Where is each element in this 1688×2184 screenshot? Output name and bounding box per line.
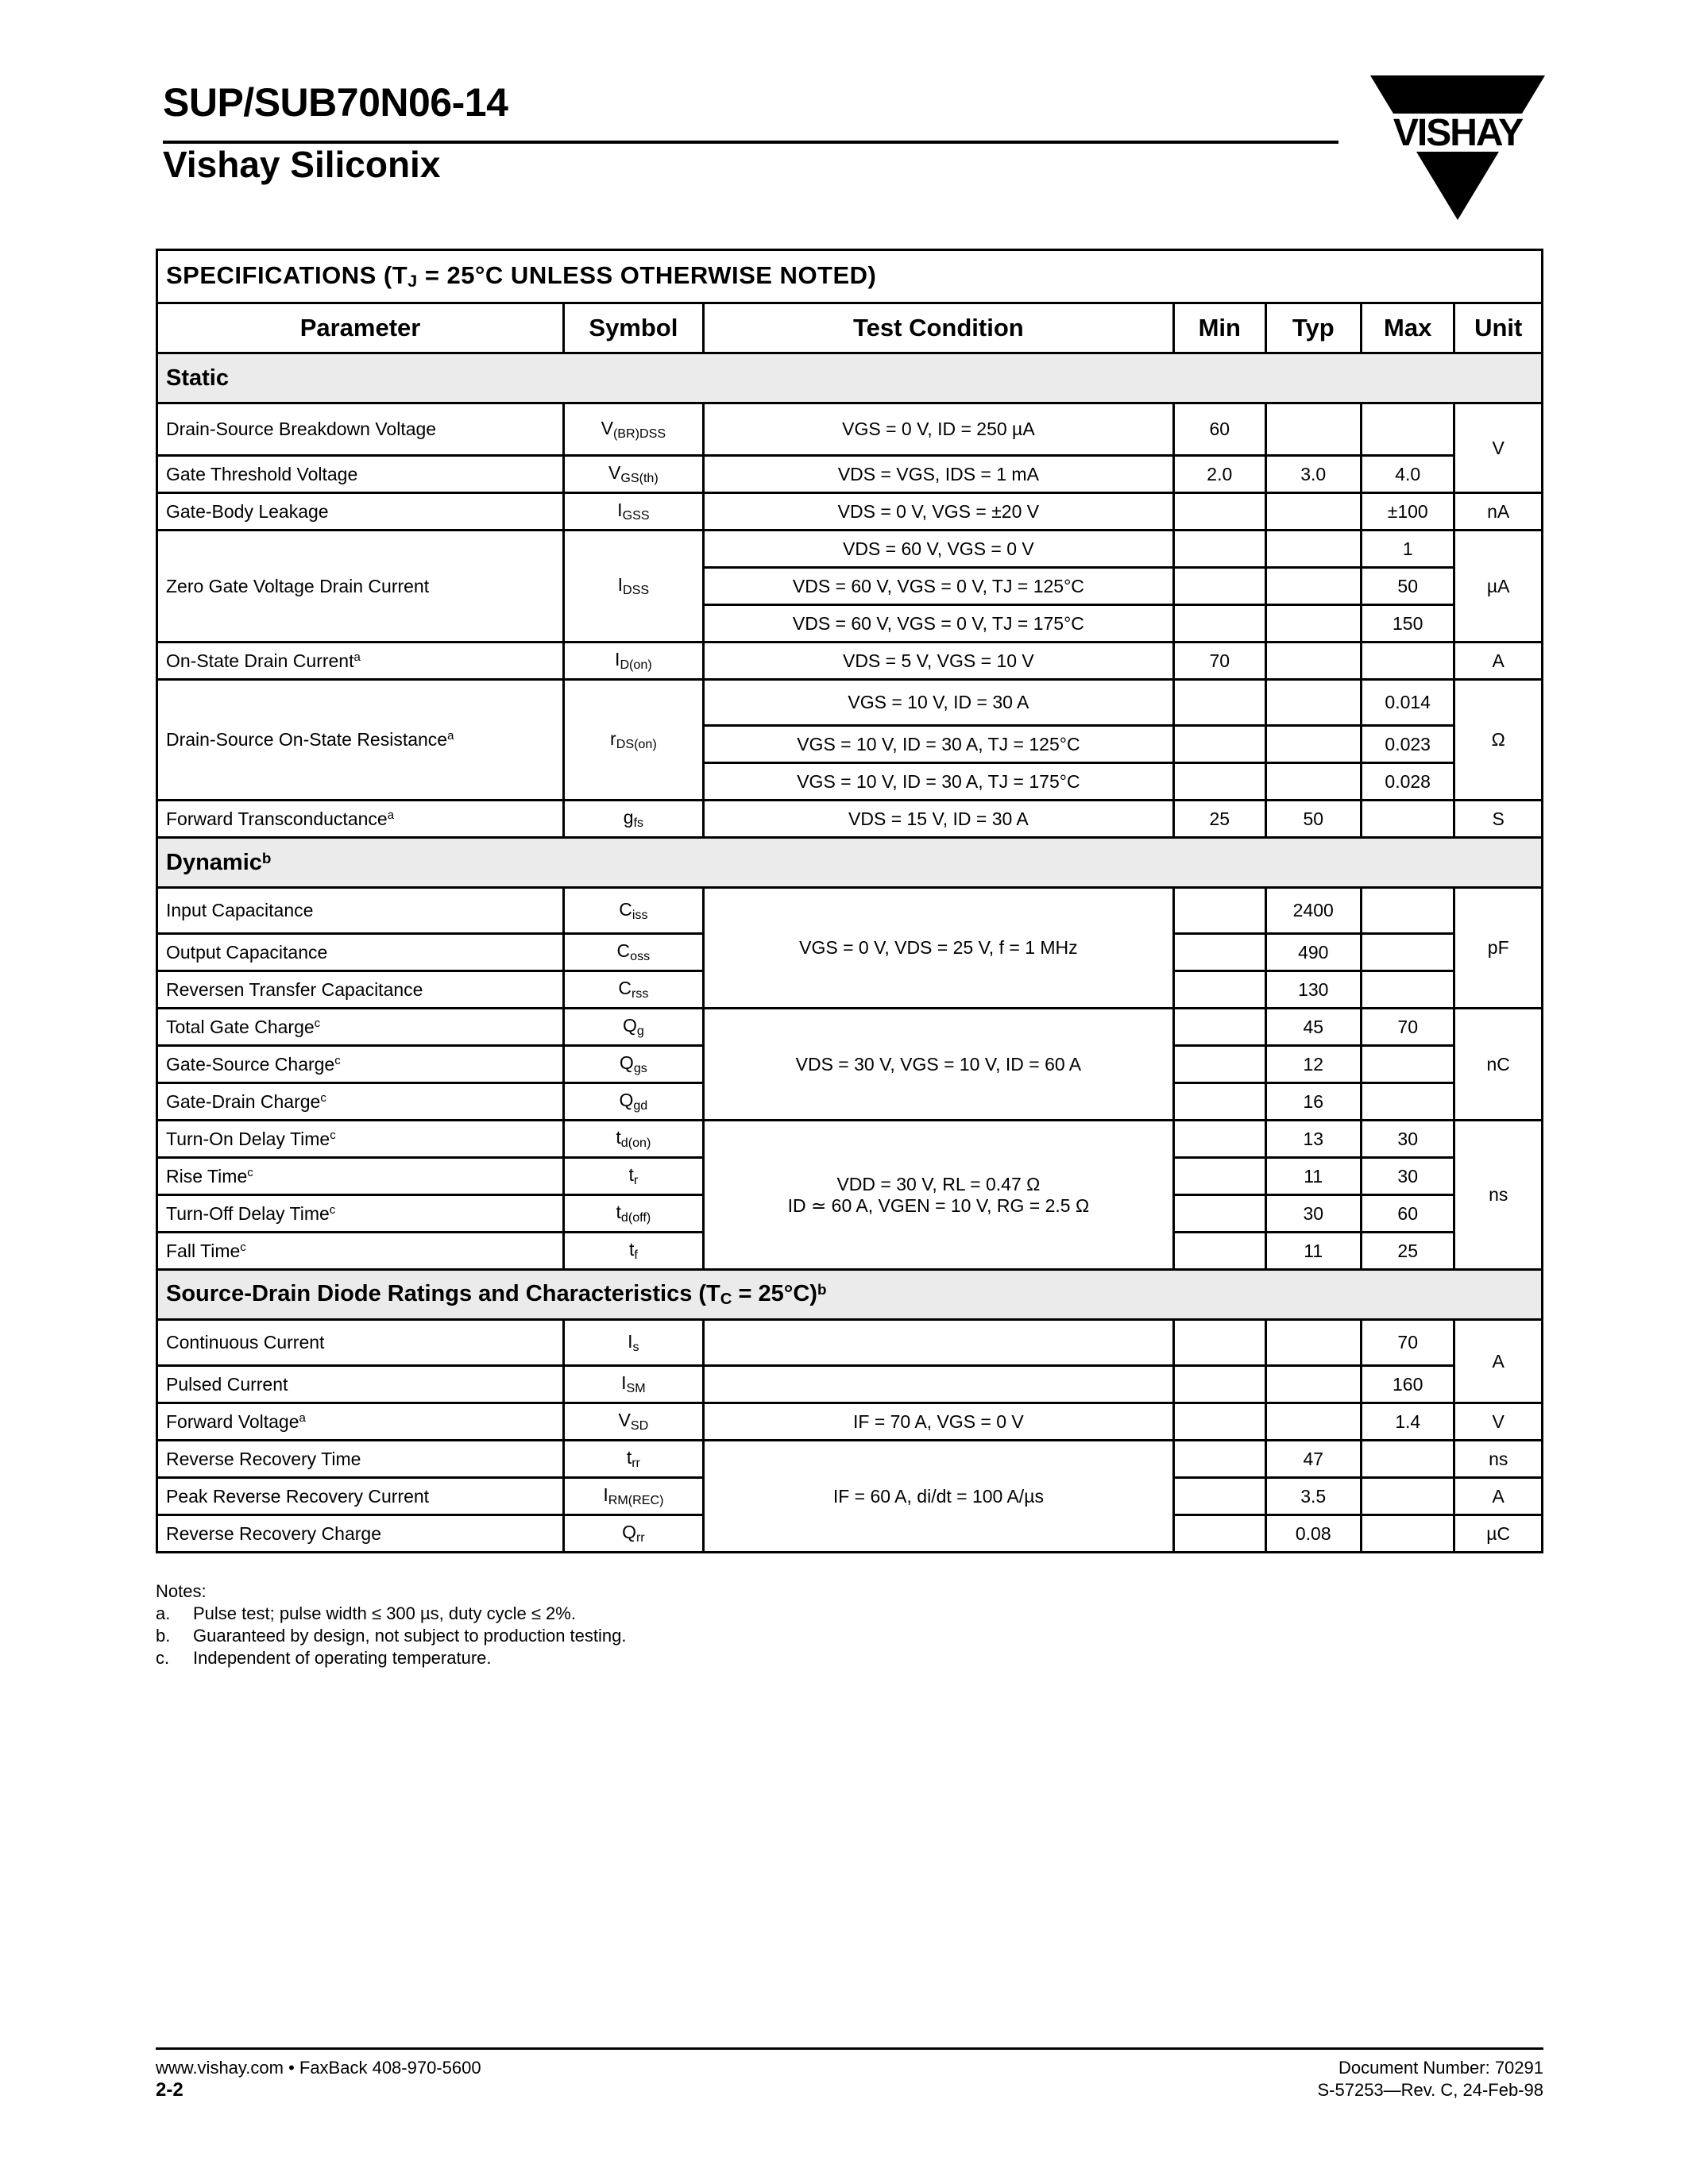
max-cell: 30 — [1361, 1121, 1454, 1158]
typ-cell: 11 — [1265, 1158, 1361, 1195]
max-cell: 1 — [1361, 531, 1454, 568]
param-cell: Zero Gate Voltage Drain Current — [157, 531, 564, 642]
unit-cell: µA — [1454, 531, 1543, 642]
max-cell: 60 — [1361, 1195, 1454, 1233]
max-cell: 160 — [1361, 1366, 1454, 1403]
typ-cell: 490 — [1265, 934, 1361, 971]
min-cell — [1174, 1046, 1265, 1083]
column-header: Min — [1174, 303, 1265, 353]
min-cell: 2.0 — [1174, 456, 1265, 493]
typ-cell: 16 — [1265, 1083, 1361, 1121]
condition-cell: VGS = 10 V, ID = 30 A, TJ = 125°C — [703, 726, 1173, 763]
min-cell: 70 — [1174, 642, 1265, 680]
param-cell: Reverse Recovery Time — [157, 1441, 564, 1478]
typ-cell: 12 — [1265, 1046, 1361, 1083]
condition-cell: VDS = 60 V, VGS = 0 V — [703, 531, 1173, 568]
min-cell — [1174, 1083, 1265, 1121]
min-cell — [1174, 680, 1265, 726]
max-cell — [1361, 1515, 1454, 1553]
min-cell — [1174, 888, 1265, 934]
typ-cell: 3.0 — [1265, 456, 1361, 493]
symbol-cell: $t_{d(off)}$ — [564, 1195, 704, 1233]
symbol-cell: $V_{GS(th)}$ — [564, 456, 704, 493]
column-header: Test Condition — [703, 303, 1173, 353]
table-title: SPECIFICATIONS ($T_J = 25^\circ C$ UNLESS OTHERWISE NOTED) — [157, 250, 1543, 303]
max-cell — [1361, 934, 1454, 971]
notes-block — [156, 1580, 626, 1669]
param-cell: On-State Drain Current$^a$ — [157, 642, 564, 680]
typ-cell — [1265, 605, 1361, 642]
unit-cell: S — [1454, 801, 1543, 838]
param-cell: Gate-Body Leakage — [157, 493, 564, 531]
company-subtitle: Vishay Siliconix — [163, 144, 441, 185]
max-cell — [1361, 971, 1454, 1009]
unit-cell: nC — [1454, 1009, 1543, 1121]
condition-cell: VDS = 60 V, VGS = 0 V, TJ = 125°C — [703, 568, 1173, 605]
min-cell — [1174, 934, 1265, 971]
condition-cell: VGS = 10 V, ID = 30 A — [703, 680, 1173, 726]
condition-cell — [703, 1366, 1173, 1403]
max-cell: 30 — [1361, 1158, 1454, 1195]
max-cell: 70 — [1361, 1009, 1454, 1046]
symbol-cell: $I_{RM(REC)}$ — [564, 1478, 704, 1515]
footer-right — [1317, 2057, 1543, 2101]
unit-cell: ns — [1454, 1441, 1543, 1478]
footer-rule — [156, 2047, 1543, 2050]
symbol-cell: $I_{GSS}$ — [564, 493, 704, 531]
table-row — [157, 888, 1543, 934]
table-row — [157, 1366, 1543, 1403]
unit-cell: V — [1454, 403, 1543, 493]
typ-cell: 47 — [1265, 1441, 1361, 1478]
unit-cell: A — [1454, 642, 1543, 680]
symbol-cell: $Q_g$ — [564, 1009, 704, 1046]
condition-cell: VDS = 30 V, VGS = 10 V, ID = 60 A — [703, 1009, 1173, 1121]
section-diode: Source-Drain Diode Ratings and Characteristics $(T_C = 25^\circ C)^b$ — [157, 1270, 1543, 1320]
min-cell — [1174, 1320, 1265, 1366]
param-cell: Forward Voltage$^a$ — [157, 1403, 564, 1441]
symbol-cell: $Q_{gs}$ — [564, 1046, 704, 1083]
param-cell: Output Capacitance — [157, 934, 564, 971]
symbol-cell: $Q_{gd}$ — [564, 1083, 704, 1121]
table-row — [157, 1121, 1543, 1158]
max-cell — [1361, 1083, 1454, 1121]
footer-website: www.vishay.com • FaxBack 408-970-5600 — [156, 2058, 481, 2078]
table-row — [157, 642, 1543, 680]
max-cell — [1361, 1441, 1454, 1478]
unit-cell: A — [1454, 1320, 1543, 1403]
min-cell — [1174, 1158, 1265, 1195]
param-cell: Reversen Transfer Capacitance — [157, 971, 564, 1009]
symbol-cell: $C_{iss}$ — [564, 888, 704, 934]
typ-cell: 2400 — [1265, 888, 1361, 934]
param-cell: Turn-On Delay Time$^c$ — [157, 1121, 564, 1158]
unit-cell: Ω — [1454, 680, 1543, 801]
condition-cell: VDS = 60 V, VGS = 0 V, TJ = 175°C — [703, 605, 1173, 642]
footer-left — [156, 2057, 481, 2101]
min-cell — [1174, 568, 1265, 605]
unit-cell: pF — [1454, 888, 1543, 1009]
min-cell — [1174, 531, 1265, 568]
table-row — [157, 493, 1543, 531]
param-cell: Gate Threshold Voltage — [157, 456, 564, 493]
vishay-logo — [1370, 75, 1545, 220]
typ-cell — [1265, 726, 1361, 763]
min-cell — [1174, 763, 1265, 801]
symbol-cell: $t_{d(on)}$ — [564, 1121, 704, 1158]
symbol-cell: $C_{rss}$ — [564, 971, 704, 1009]
min-cell: 25 — [1174, 801, 1265, 838]
symbol-cell: $C_{oss}$ — [564, 934, 704, 971]
document-number: Document Number: 70291 — [1338, 2058, 1543, 2078]
column-header: Parameter — [157, 303, 564, 353]
symbol-cell: $I_s$ — [564, 1320, 704, 1366]
max-cell: 1.4 — [1361, 1403, 1454, 1441]
column-header: Unit — [1454, 303, 1543, 353]
symbol-cell: $I_{SM}$ — [564, 1366, 704, 1403]
table-row — [157, 1320, 1543, 1366]
min-cell — [1174, 1441, 1265, 1478]
typ-cell: 30 — [1265, 1195, 1361, 1233]
symbol-cell: $I_{D(on)}$ — [564, 642, 704, 680]
param-cell: Input Capacitance — [157, 888, 564, 934]
section-static: Static — [157, 353, 1543, 403]
min-cell — [1174, 1233, 1265, 1270]
param-cell: Gate-Drain Charge$^c$ — [157, 1083, 564, 1121]
typ-cell — [1265, 1403, 1361, 1441]
min-cell — [1174, 493, 1265, 531]
condition-cell — [703, 1320, 1173, 1366]
table-row — [157, 403, 1543, 456]
unit-cell: V — [1454, 1403, 1543, 1441]
param-cell: Reverse Recovery Charge — [157, 1515, 564, 1553]
max-cell: 150 — [1361, 605, 1454, 642]
param-cell: Forward Transconductance$^a$ — [157, 801, 564, 838]
table-row — [157, 1009, 1543, 1046]
typ-cell — [1265, 1320, 1361, 1366]
typ-cell — [1265, 1366, 1361, 1403]
revision-info: S-57253—Rev. C, 24-Feb-98 — [1317, 2080, 1543, 2100]
param-cell: Rise Time$^c$ — [157, 1158, 564, 1195]
min-cell — [1174, 726, 1265, 763]
param-cell: Turn-Off Delay Time$^c$ — [157, 1195, 564, 1233]
min-cell — [1174, 1403, 1265, 1441]
column-header-row — [157, 303, 1543, 353]
symbol-cell: $I_{DSS}$ — [564, 531, 704, 642]
note-c: c. Independent of operating temperature. — [156, 1648, 492, 1668]
note-b: b. Guaranteed by design, not subject to production testing. — [156, 1626, 627, 1646]
min-cell — [1174, 1478, 1265, 1515]
min-cell — [1174, 1366, 1265, 1403]
max-cell — [1361, 403, 1454, 456]
min-cell — [1174, 1121, 1265, 1158]
min-cell — [1174, 1195, 1265, 1233]
max-cell: 70 — [1361, 1320, 1454, 1366]
condition-cell: VDS = VGS, IDS = 1 mA — [703, 456, 1173, 493]
column-header: Typ — [1265, 303, 1361, 353]
condition-cell: VGS = 0 V, VDS = 25 V, f = 1 MHz — [703, 888, 1173, 1009]
max-cell: 0.023 — [1361, 726, 1454, 763]
symbol-cell: $r_{DS(on)}$ — [564, 680, 704, 801]
unit-cell: µC — [1454, 1515, 1543, 1553]
typ-cell: 11 — [1265, 1233, 1361, 1270]
table-row — [157, 531, 1543, 568]
symbol-cell: $t_{rr}$ — [564, 1441, 704, 1478]
page-number: 2-2 — [156, 2079, 183, 2101]
column-header: Max — [1361, 303, 1454, 353]
typ-cell — [1265, 642, 1361, 680]
param-cell: Drain-Source On-State Resistance$^a$ — [157, 680, 564, 801]
min-cell — [1174, 1515, 1265, 1553]
max-cell: 0.028 — [1361, 763, 1454, 801]
table-row — [157, 456, 1543, 493]
typ-cell — [1265, 403, 1361, 456]
typ-cell: 13 — [1265, 1121, 1361, 1158]
min-cell — [1174, 971, 1265, 1009]
param-cell: Continuous Current — [157, 1320, 564, 1366]
max-cell: 0.014 — [1361, 680, 1454, 726]
max-cell — [1361, 888, 1454, 934]
typ-cell — [1265, 680, 1361, 726]
typ-cell — [1265, 531, 1361, 568]
condition-cell: IF = 60 A, di/dt = 100 A/µs — [703, 1441, 1173, 1553]
symbol-cell: $g_{fs}$ — [564, 801, 704, 838]
min-cell — [1174, 605, 1265, 642]
param-cell: Gate-Source Charge$^c$ — [157, 1046, 564, 1083]
typ-cell: 50 — [1265, 801, 1361, 838]
max-cell: 50 — [1361, 568, 1454, 605]
unit-cell: A — [1454, 1478, 1543, 1515]
unit-cell: ns — [1454, 1121, 1543, 1270]
symbol-cell: $t_f$ — [564, 1233, 704, 1270]
typ-cell: 0.08 — [1265, 1515, 1361, 1553]
min-cell: 60 — [1174, 403, 1265, 456]
typ-cell: 45 — [1265, 1009, 1361, 1046]
symbol-cell: $V_{(BR)DSS}$ — [564, 403, 704, 456]
condition-cell: VGS = 10 V, ID = 30 A, TJ = 175°C — [703, 763, 1173, 801]
max-cell — [1361, 1046, 1454, 1083]
min-cell — [1174, 1009, 1265, 1046]
condition-cell: VDS = 15 V, ID = 30 A — [703, 801, 1173, 838]
param-cell: Fall Time$^c$ — [157, 1233, 564, 1270]
typ-cell: 3.5 — [1265, 1478, 1361, 1515]
symbol-cell: $V_{SD}$ — [564, 1403, 704, 1441]
typ-cell: 130 — [1265, 971, 1361, 1009]
max-cell — [1361, 1478, 1454, 1515]
max-cell — [1361, 642, 1454, 680]
param-cell: Pulsed Current — [157, 1366, 564, 1403]
table-row — [157, 801, 1543, 838]
logo-text: VISHAY — [1393, 112, 1523, 154]
document-title: SUP/SUB70N06-14 — [163, 80, 508, 125]
param-cell: Drain-Source Breakdown Voltage — [157, 403, 564, 456]
symbol-cell: $t_r$ — [564, 1158, 704, 1195]
max-cell: ±100 — [1361, 493, 1454, 531]
param-cell: Peak Reverse Recovery Current — [157, 1478, 564, 1515]
symbol-cell: $Q_{rr}$ — [564, 1515, 704, 1553]
section-dynamic: Dynamic$^b$ — [157, 838, 1543, 888]
typ-cell — [1265, 493, 1361, 531]
notes-heading: Notes: — [156, 1581, 207, 1601]
table-row — [157, 1403, 1543, 1441]
condition-cell: VDS = 0 V, VGS = ±20 V — [703, 493, 1173, 531]
typ-cell — [1265, 568, 1361, 605]
column-header: Symbol — [564, 303, 704, 353]
max-cell — [1361, 801, 1454, 838]
condition-cell: IF = 70 A, VGS = 0 V — [703, 1403, 1173, 1441]
condition-cell: VDS = 5 V, VGS = 10 V — [703, 642, 1173, 680]
max-cell: 25 — [1361, 1233, 1454, 1270]
param-cell: Total Gate Charge$^c$ — [157, 1009, 564, 1046]
table-row — [157, 680, 1543, 726]
condition-cell: VGS = 0 V, ID = 250 µA — [703, 403, 1173, 456]
table-row — [157, 1441, 1543, 1478]
condition-cell: VDD = 30 V, RL = 0.47 Ω ID ≃ 60 A, VGEN = 10 V, RG = 2.5 Ω — [703, 1121, 1173, 1270]
note-a: a. Pulse test; pulse width ≤ 300 µs, duty cycle ≤ 2%. — [156, 1603, 576, 1623]
typ-cell — [1265, 763, 1361, 801]
max-cell: 4.0 — [1361, 456, 1454, 493]
unit-cell: nA — [1454, 493, 1543, 531]
specifications-table — [156, 249, 1543, 1553]
